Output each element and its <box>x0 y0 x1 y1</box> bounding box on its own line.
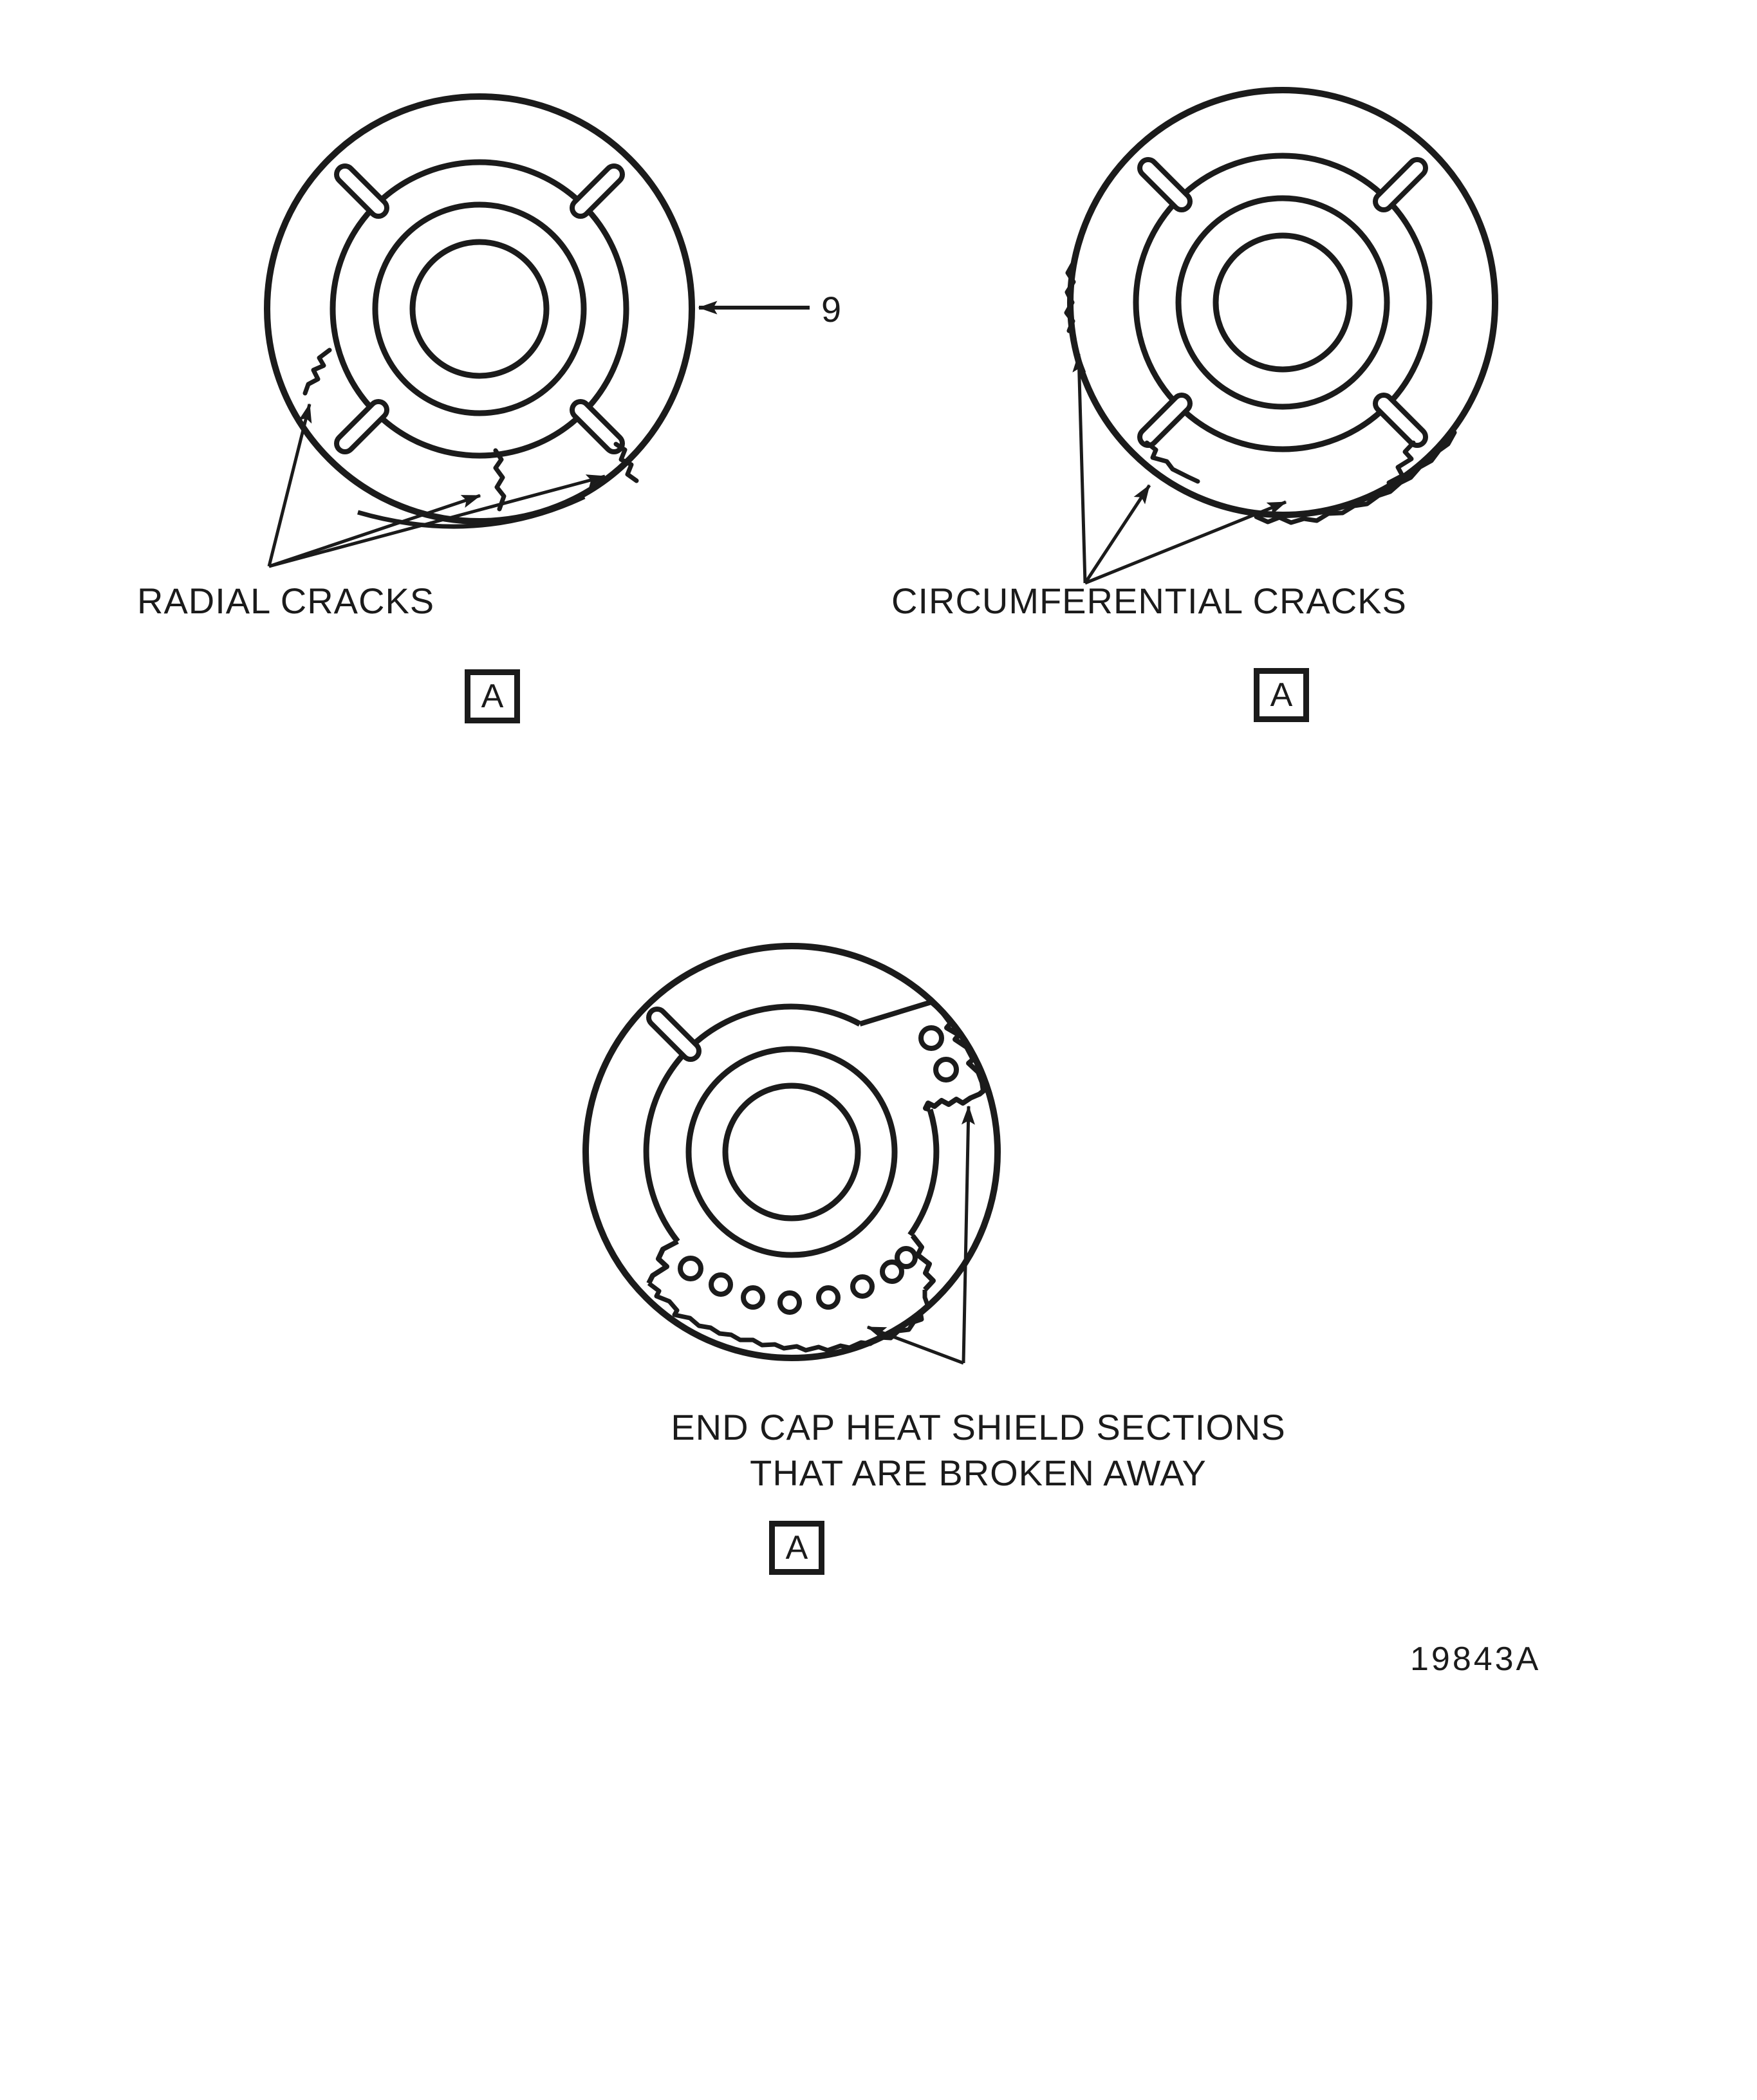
slot-nw <box>1148 168 1182 201</box>
leader-arrow <box>868 1327 963 1363</box>
center-hole-circle <box>413 242 546 376</box>
rivet-hole <box>780 1293 799 1312</box>
circumferential-cracks-diagram <box>1066 90 1495 583</box>
leader-arrow <box>269 476 605 566</box>
rivet-hole <box>711 1275 730 1294</box>
shield-edge-arc-right <box>910 1110 936 1235</box>
rivet-hole <box>743 1288 763 1307</box>
figure-number: 19843A <box>1410 1640 1541 1678</box>
slot-ne <box>1384 168 1417 201</box>
broken-sections-diagram <box>586 946 998 1363</box>
radial-crack-leaders <box>269 404 605 566</box>
slot-sw <box>1148 404 1182 437</box>
rivet-hole <box>819 1288 838 1307</box>
label-broken-sections-line1: END CAP HEAT SHIELD SECTIONS <box>671 1407 1286 1447</box>
rivet-hole <box>897 1249 915 1267</box>
label-broken-sections <box>637 1404 1319 1496</box>
slot-nw <box>657 1017 691 1051</box>
broken-section-leaders <box>868 1106 969 1363</box>
center-hole-circle <box>1216 236 1350 369</box>
slot-ne <box>581 174 614 208</box>
tab-rivet-hole <box>921 1028 942 1048</box>
leader-arrow <box>1085 502 1286 583</box>
leader-arrow <box>269 496 480 566</box>
inner-ring-circle <box>689 1049 895 1255</box>
label-radial-cracks: RADIAL CRACKS <box>137 581 435 621</box>
label-circumferential-cracks: CIRCUMFERENTIAL CRACKS <box>891 581 1407 621</box>
rivet-hole <box>680 1258 701 1279</box>
crack-left <box>305 350 330 393</box>
detail-a-marker-circumferential: A <box>1254 668 1309 722</box>
leader-arrow <box>1079 354 1085 583</box>
tab-rivet-hole <box>936 1059 956 1080</box>
leader-arrow <box>269 404 310 566</box>
flange-rivet-holes <box>680 1249 915 1312</box>
flange-left-cut <box>649 1241 678 1283</box>
detail-a-marker-broken: A <box>769 1521 824 1575</box>
slot-se <box>1384 404 1417 437</box>
item-9-callout: 9 <box>821 289 842 330</box>
crack-bottom-right-edge <box>1256 432 1455 523</box>
slot-sw <box>345 410 378 443</box>
leader-arrow <box>963 1106 969 1363</box>
label-broken-sections-line2: THAT ARE BROKEN AWAY <box>750 1453 1207 1493</box>
detail-a-marker-radial: A <box>465 669 520 723</box>
slot-se <box>581 410 614 443</box>
inner-ring-circle <box>375 205 584 413</box>
slot-nw <box>345 174 378 208</box>
crack-bottom <box>496 451 504 509</box>
rivet-hole <box>853 1277 872 1296</box>
radial-cracks-diagram <box>267 97 810 566</box>
center-hole-circle <box>725 1086 858 1218</box>
circumferential-crack-leaders <box>1079 354 1286 583</box>
inner-ring-circle <box>1178 198 1387 407</box>
